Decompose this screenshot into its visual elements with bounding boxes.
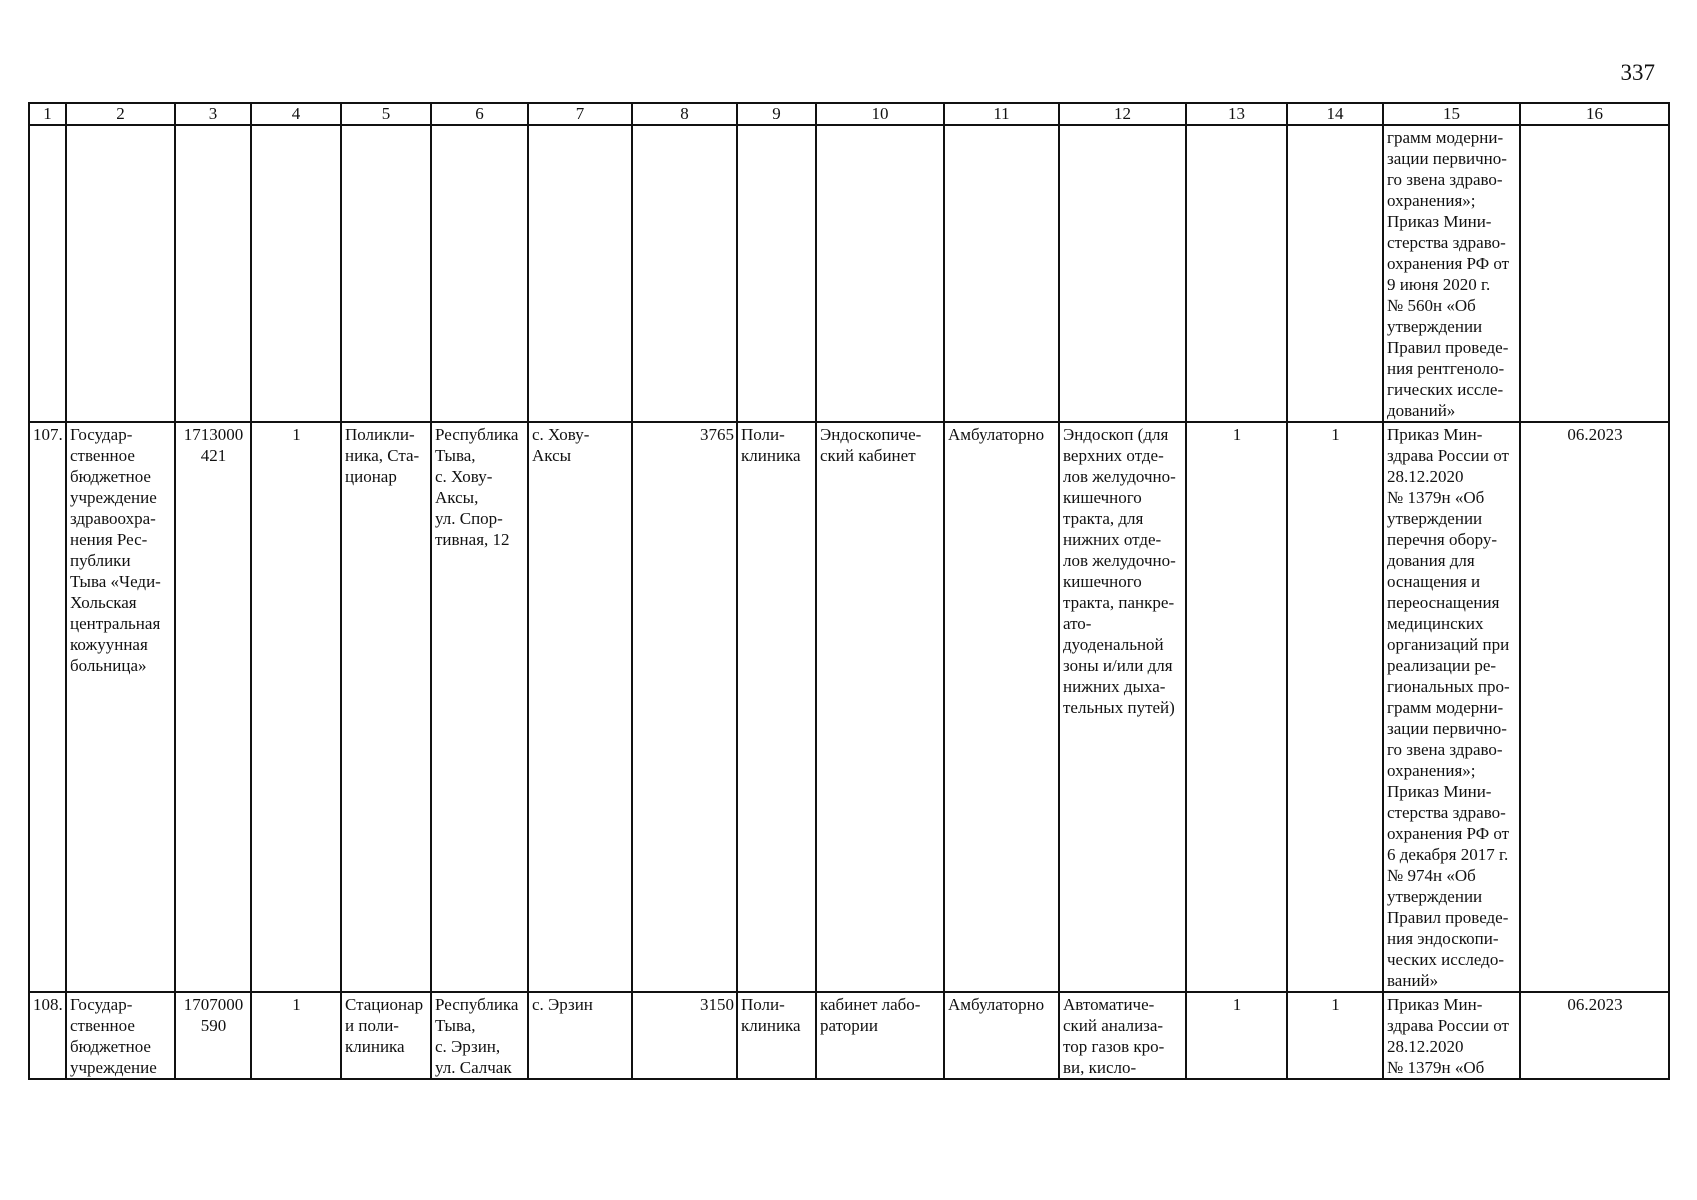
institution-cell: Государ- ственное бюджетное учреждение: [66, 992, 175, 1079]
quantity-cell: 1: [1287, 992, 1383, 1079]
column-number: 2: [66, 103, 175, 125]
row-number-cell: 107.: [29, 422, 66, 992]
count-cell: 1: [251, 422, 341, 992]
column-number-row: [29, 103, 1669, 125]
locality-cell: [528, 125, 632, 422]
regulation-cell: Приказ Мин- здрава России от 28.12.2020 № 1379н «Об утверждении перечня обору- дования для оснащения и переоснащения медицинских организаций при реализации ре- гиональных про- грамм модерни- зации первично- го звена здраво- охранения»; Приказ Мини- стерства здраво- охранения РФ от 6 декабря 2017 г. № 974н «Об утверждении Правил проведе- ния эндоскопи- ческих исследо- ваний»: [1383, 422, 1520, 992]
regulation-cell: грамм модерни- зации первично- го звена здраво- охранения»; Приказ Мини- стерства здраво- охранения РФ от 9 июня 2020 г. № 560н «Об утверждении Правил проведе- ния рентгеноло- гических иссле- дований»: [1383, 125, 1520, 422]
equipment-cell: [1059, 125, 1186, 422]
column-number: 10: [816, 103, 944, 125]
population-cell: [632, 125, 737, 422]
facility-type-cell: [341, 125, 431, 422]
table-row-continuation: [29, 125, 1669, 422]
institution-cell: Государ- ственное бюджетное учреждение здравоохра- нения Рес- публики Тыва «Чеди- Хольская центральная кожуунная больница»: [66, 422, 175, 992]
code-cell: 1707000 590: [175, 992, 251, 1079]
room-cell: [816, 125, 944, 422]
regulation-cell: Приказ Мин- здрава России от 28.12.2020 № 1379н «Об: [1383, 992, 1520, 1079]
institution-cell: [66, 125, 175, 422]
locality-cell: с. Хову- Аксы: [528, 422, 632, 992]
care-mode-cell: [944, 125, 1059, 422]
column-number: 3: [175, 103, 251, 125]
row-number-cell: [29, 125, 66, 422]
quantity-cell: 1: [1287, 422, 1383, 992]
equipment-cell: Эндоскоп (для верхних отде- лов желудочно- кишечного тракта, для нижних отде- лов желудочно- кишечного тракта, панкре- ато- дуоденальной зоны и/или для нижних дыха- тельных путей): [1059, 422, 1186, 992]
locality-cell: с. Эрзин: [528, 992, 632, 1079]
room-cell: Эндоскопиче- ский кабинет: [816, 422, 944, 992]
column-number: 12: [1059, 103, 1186, 125]
column-number: 14: [1287, 103, 1383, 125]
count-cell: [251, 125, 341, 422]
population-cell: 3150: [632, 992, 737, 1079]
table-row-107: [29, 422, 1669, 992]
quantity-cell: [1287, 125, 1383, 422]
facility-type-cell: Стационар и поли- клиника: [341, 992, 431, 1079]
quantity-cell: 1: [1186, 422, 1287, 992]
column-number: 4: [251, 103, 341, 125]
column-number: 11: [944, 103, 1059, 125]
page-number: 337: [1620, 60, 1655, 85]
population-cell: 3765: [632, 422, 737, 992]
column-number: 7: [528, 103, 632, 125]
address-cell: Республика Тыва, с. Эрзин, ул. Салчак: [431, 992, 528, 1079]
row-number-cell: 108.: [29, 992, 66, 1079]
quantity-cell: 1: [1186, 992, 1287, 1079]
unit-cell: Поли- клиника: [737, 422, 816, 992]
address-cell: Республика Тыва, с. Хову- Аксы, ул. Спор- тивная, 12: [431, 422, 528, 992]
code-cell: [175, 125, 251, 422]
facility-type-cell: Поликли- ника, Ста- ционар: [341, 422, 431, 992]
date-cell: 06.2023: [1520, 992, 1669, 1079]
date-cell: [1520, 125, 1669, 422]
room-cell: кабинет лабо- ратории: [816, 992, 944, 1079]
column-number: 1: [29, 103, 66, 125]
column-number: 9: [737, 103, 816, 125]
care-mode-cell: Амбулаторно: [944, 992, 1059, 1079]
quantity-cell: [1186, 125, 1287, 422]
equipment-cell: Автоматиче- ский анализа- тор газов кро- ви, кисло-: [1059, 992, 1186, 1079]
unit-cell: [737, 125, 816, 422]
unit-cell: Поли- клиника: [737, 992, 816, 1079]
registry-table: [28, 102, 1670, 1080]
column-number: 5: [341, 103, 431, 125]
column-number: 6: [431, 103, 528, 125]
table-row-108: [29, 992, 1669, 1079]
code-cell: 1713000 421: [175, 422, 251, 992]
count-cell: 1: [251, 992, 341, 1079]
date-cell: 06.2023: [1520, 422, 1669, 992]
column-number: 16: [1520, 103, 1669, 125]
care-mode-cell: Амбулаторно: [944, 422, 1059, 992]
column-number: 8: [632, 103, 737, 125]
column-number: 15: [1383, 103, 1520, 125]
column-number: 13: [1186, 103, 1287, 125]
address-cell: [431, 125, 528, 422]
